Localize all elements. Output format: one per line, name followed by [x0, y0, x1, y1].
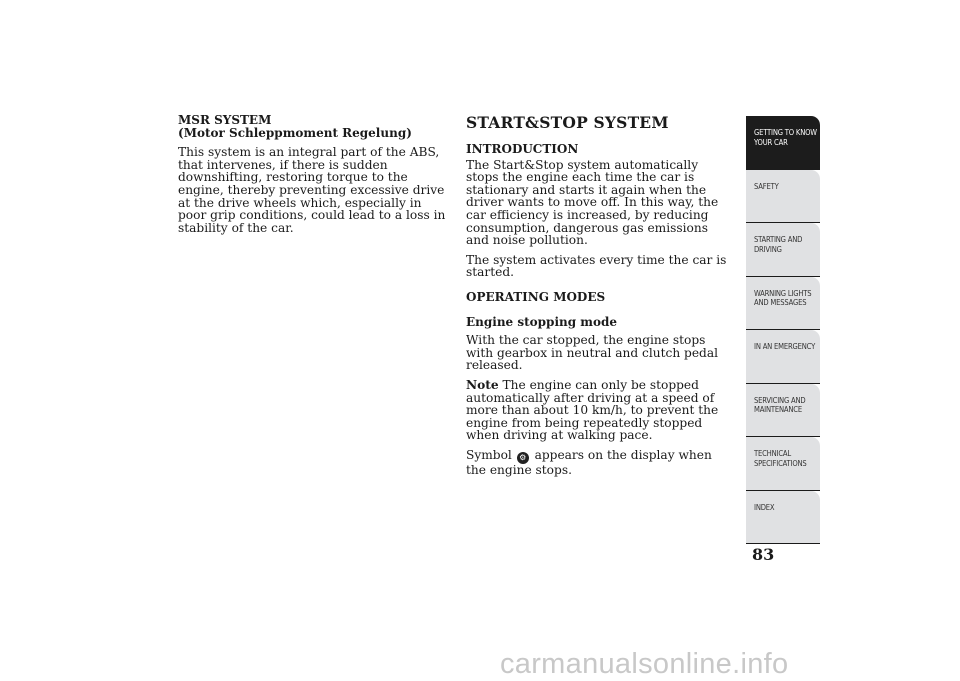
msr-heading: MSR SYSTEM: [178, 113, 272, 127]
intro-paragraph-1: The Start&Stop system automatically stops the engine each time the car is stationary and starts it again when the driver wants to move off. In this way, the car efficiency is increased, by reducing consumption, dangerous gas emissions and noise pollution.: [466, 157, 719, 248]
start-stop-engine-icon: ⚙: [517, 452, 529, 464]
note-paragraph: [466, 379, 734, 442]
symbol-text-before: Symbol: [466, 447, 516, 462]
paren-close: ): [406, 125, 412, 140]
engine-stopping-paragraph: With the car stopped, the engine stops with gearbox in neutral and clutch pedal released.: [466, 333, 719, 373]
right-column: [466, 114, 734, 476]
msr-body: This system is an integral part of the ABS, that intervenes, if there is sudden downshifting, restoring torque to the engine, thereby preventing excessive drive at the drive wheels which, especially in poor grip conditions, could lead to a loss in stability of the car.: [178, 145, 446, 235]
tab-technical-specifications[interactable]: TECHNICAL SPECIFICATIONS: [746, 437, 820, 491]
tab-warning-lights[interactable]: WARNING LIGHTS AND MESSAGES: [746, 277, 820, 331]
symbol-text-after: appears on the display when the engine stops.: [466, 447, 712, 477]
page-number: 83: [752, 545, 775, 564]
tab-in-an-emergency[interactable]: IN AN EMERGENCY: [746, 330, 820, 384]
paren-open: (: [178, 125, 184, 140]
msr-subheading-text: Motor Schleppmoment Regelung: [183, 125, 407, 140]
intro-heading: INTRODUCTION: [466, 142, 579, 156]
tab-getting-to-know-your-car[interactable]: GETTING TO KNOW YOUR CAR: [746, 116, 820, 170]
tab-starting-and-driving[interactable]: STARTING AND DRIVING: [746, 223, 820, 277]
tab-servicing[interactable]: SERVICING AND MAINTENANCE: [746, 384, 820, 438]
page-title: START&STOP SYSTEM: [466, 113, 669, 132]
symbol-paragraph: [466, 449, 734, 477]
watermark: carmanualsonline.info: [500, 648, 789, 680]
chapter-tabs: [746, 116, 820, 544]
intro-paragraph-2: The system activates every time the car is started.: [466, 252, 727, 280]
left-column: [178, 114, 446, 234]
note-label: Note: [466, 377, 499, 392]
msr-subheading: [178, 127, 446, 140]
engine-stopping-heading: Engine stopping mode: [466, 314, 618, 329]
note-text: The engine can only be stopped automatically after driving at a speed of more than about 10 km/h, to prevent the engine from being repeatedly stopped when driving at walking pace.: [466, 377, 719, 443]
tab-safety[interactable]: SAFETY: [746, 170, 820, 224]
operating-modes-heading: OPERATING MODES: [466, 289, 606, 304]
tab-index[interactable]: INDEX: [746, 491, 820, 545]
